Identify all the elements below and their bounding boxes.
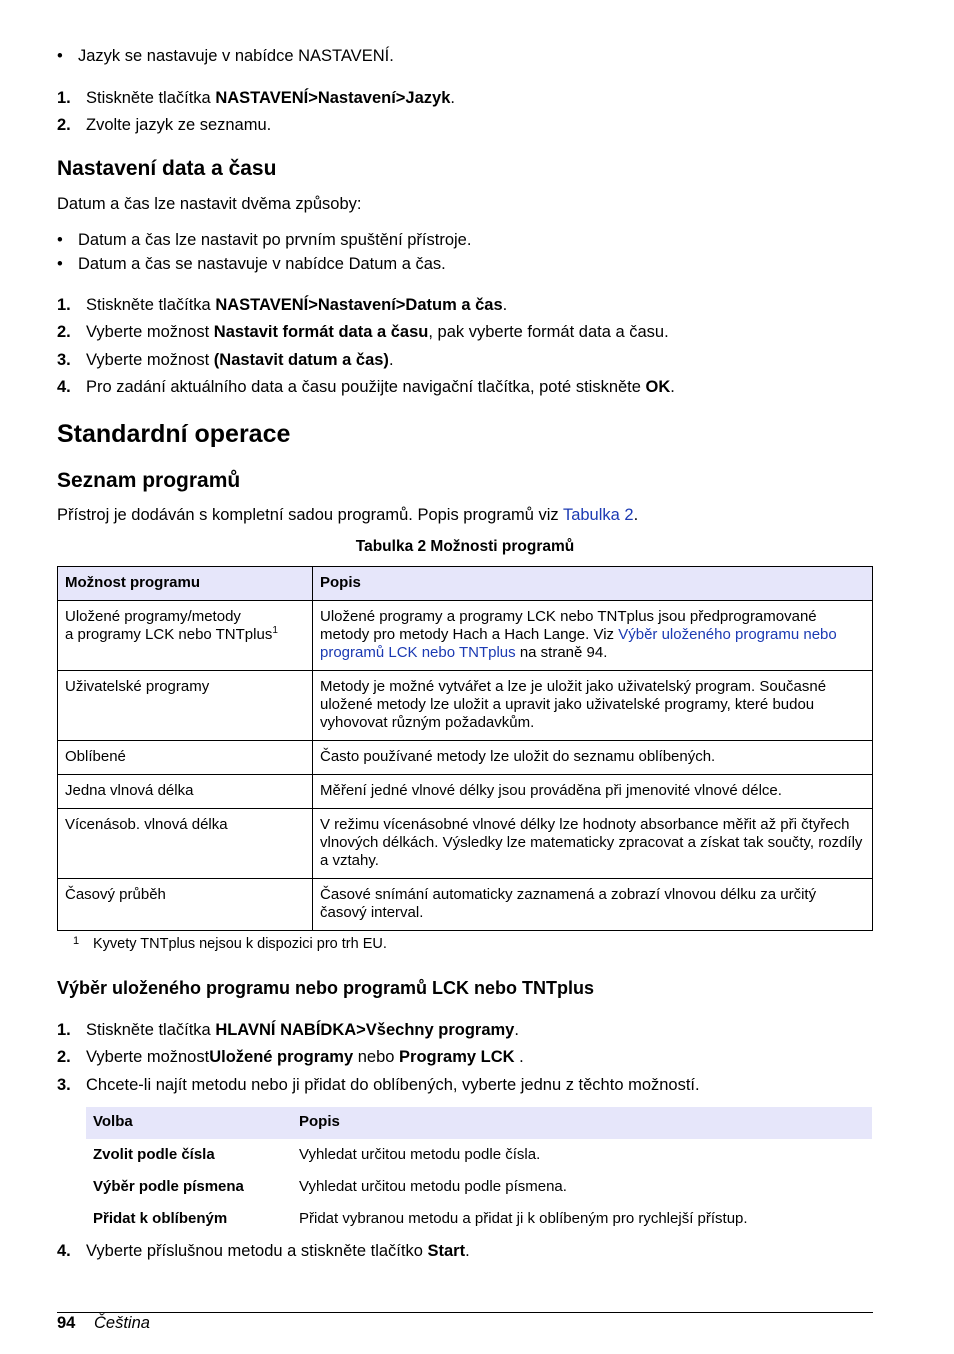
table-link[interactable]: Tabulka 2 [562,506,634,524]
table-caption: Tabulka 2 Možnosti programů [355,538,575,555]
options-table [86,1107,872,1235]
step-number: 4. [57,1242,71,1260]
datetime-bullet-1: Datum a čas lze nastavit po prvním spuštění přístroje. [78,231,472,249]
table-cell-description: Uložené programy a programy LCK nebo TNTplus jsou předprogramované metody pro metody Hach a Hach Lange. Viz Výběr uloženého programu nebo programů LCK nebo TNTplus na straně 94. [313,601,873,671]
cross-reference-link[interactable]: Výběr uloženého programu nebo programů LCK nebo TNTplus [320,626,837,661]
table-header-choice: Volba [86,1107,292,1139]
table-header-description: Popis [292,1107,872,1139]
page-number: 94 [57,1314,76,1332]
table-header-row [86,1107,872,1139]
select-step-3: Chcete-li najít metodu nebo ji přidat do oblíbených, vyberte jednu z těchto možností. [86,1076,700,1094]
step-number: 1. [57,89,71,107]
step-number: 2. [57,323,71,341]
table-header-row [58,567,873,601]
datetime-step-2: Vyberte možnost Nastavit formát data a času, pak vyberte formát data a času. [86,323,669,341]
step-number: 2. [57,116,71,134]
datetime-step-1: Stiskněte tlačítka NASTAVENÍ>Nastavení>Datum a čas. [86,296,508,314]
table-cell-description: Vyhledat určitou metodu podle čísla. [299,1146,541,1163]
table-cell-description: Metody je možné vytvářet a lze je uložit jako uživatelský program. Současné uložené metody lze uložit a upravit jako uživatelské programy, které budou vyhovovat různým požadavkům. [313,671,873,741]
table-cell-option: Přidat k oblíbeným [93,1210,228,1227]
table-row [58,809,873,879]
table-cell-option: Vícenásob. vlnová délka [58,809,313,879]
footer-divider [57,1312,873,1313]
table-row [86,1203,872,1235]
select-step-2: Vyberte možnostUložené programy nebo Programy LCK . [86,1048,524,1066]
table-row [86,1171,872,1203]
datetime-bullet-2: Datum a čas se nastavuje v nabídce Datum a čas. [78,255,446,273]
table-cell-description: Vyhledat určitou metodu podle písmena. [299,1178,567,1195]
table-cell-description: Měření jedné vlnové délky jsou prováděna při jmenovité vlnové délce. [313,775,873,809]
programs-heading: Seznam programů [57,469,241,492]
table-row [58,775,873,809]
table-row [58,879,873,931]
standard-operations-heading: Standardní operace [57,420,291,448]
table-cell-option: Oblíbené [58,741,313,775]
table-header-option: Možnost programu [58,567,313,601]
datetime-step-4: Pro zadání aktuálního data a času použijte navigační tlačítka, poté stiskněte OK. [86,378,675,396]
table-row [58,601,873,671]
programs-intro: Přístroj je dodáván s kompletní sadou programů. Popis programů viz Tabulka 2. [57,506,639,524]
table-cell-description: V režimu vícenásobné vlnové délky lze hodnoty absorbance měřit až při čtyřech vlnových délkách. Výsledky lze matematicky zpracovat a získat tak součty, rozdíly a vztahy. [313,809,873,879]
table-cell-description: Časové snímání automaticky zaznamená a zobrazí vlnovou délku za určitý časový interval. [313,879,873,931]
table-cell-option: Časový průběh [58,879,313,931]
table-cell-description: Přidat vybranou metodu a přidat ji k oblíbeným pro rychlejší přístup. [299,1210,748,1227]
select-step-4: Vyberte příslušnou metodu a stiskněte tlačítko Start. [86,1242,470,1260]
table-cell-option: Výběr podle písmena [93,1178,244,1195]
table-row [58,671,873,741]
step-number: 3. [57,351,71,369]
step-number: 2. [57,1048,71,1066]
footnote-number: 1 [73,935,80,947]
select-program-heading: Výběr uloženého programu nebo programů LCK nebo TNTplus [57,978,595,998]
table-row [86,1139,872,1171]
datetime-step-3: Vyberte možnost (Nastavit datum a čas). [86,351,394,369]
step-number: 4. [57,378,71,396]
step-number: 1. [57,296,71,314]
language-step-2: Zvolte jazyk ze seznamu. [86,116,272,134]
table-cell-option: Uživatelské programy [58,671,313,741]
table-cell-description: Často používané metody lze uložit do seznamu oblíbených. [313,741,873,775]
table-cell-option: Zvolit podle čísla [93,1146,215,1163]
datetime-intro: Datum a čas lze nastavit dvěma způsoby: [57,195,362,213]
table-cell-option: Jedna vlnová délka [58,775,313,809]
bullet-marker: • [57,47,63,65]
datetime-heading: Nastavení data a času [57,157,277,180]
footer-language: Čeština [94,1314,150,1332]
footnote-ref[interactable]: 1 [272,625,278,636]
bullet-marker: • [57,231,63,249]
intro-bullet: Jazyk se nastavuje v nabídce NASTAVENÍ. [78,47,394,65]
language-step-1: Stiskněte tlačítka NASTAVENÍ>Nastavení>Jazyk. [86,89,455,107]
step-number: 3. [57,1076,71,1094]
bullet-marker: • [57,255,63,273]
table-cell-option: Uložené programy/metody a programy LCK nebo TNTplus$^1$ [58,601,313,671]
programs-table [57,566,873,931]
select-step-1: Stiskněte tlačítka HLAVNÍ NABÍDKA>Všechny programy. [86,1021,519,1039]
table-header-description: Popis [313,567,873,601]
step-number: 1. [57,1021,71,1039]
table-row [58,741,873,775]
footnote-text: Kyvety TNTplus nejsou k dispozici pro trh EU. [93,936,387,952]
